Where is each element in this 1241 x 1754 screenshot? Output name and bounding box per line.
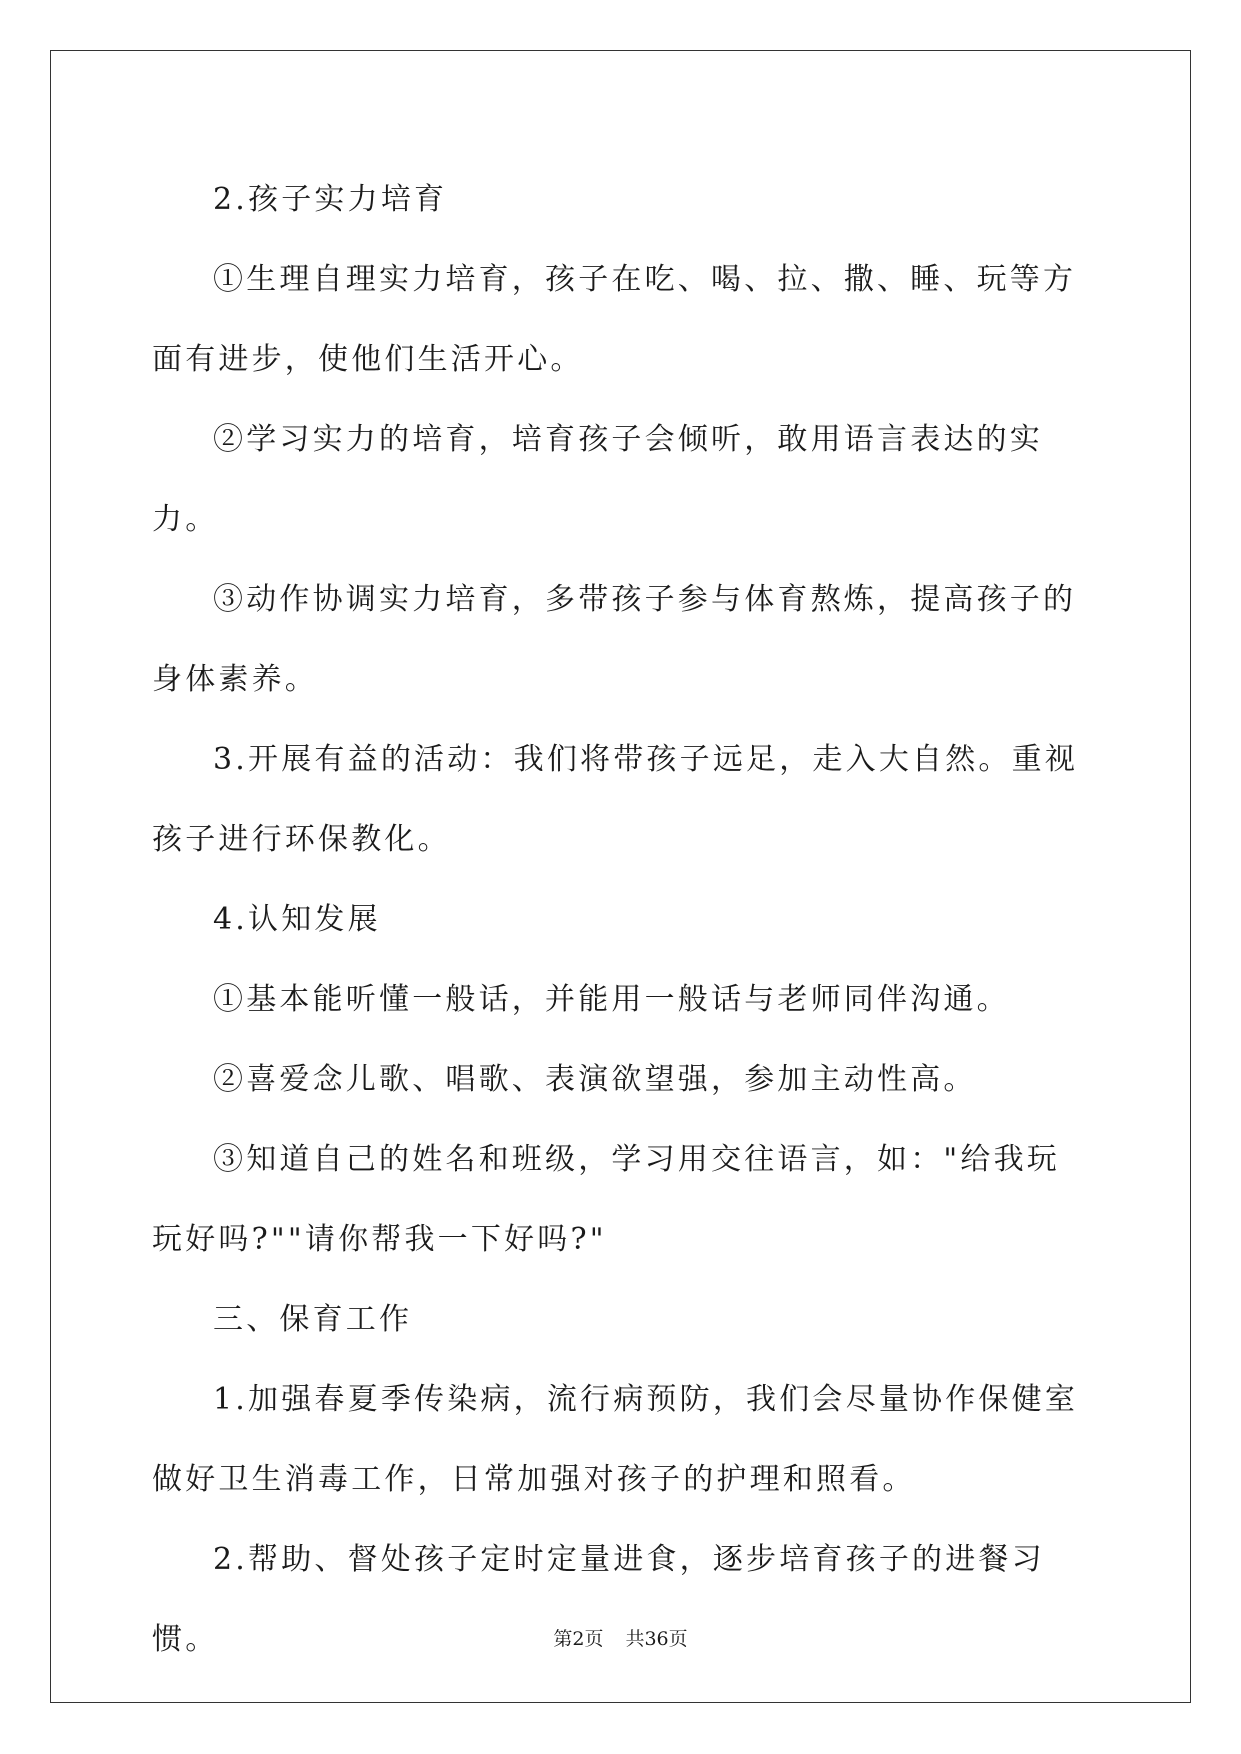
page-number: 第2页 [553,1628,604,1650]
page-footer [0,1624,1241,1651]
paragraph-learning: ②学习实力的培育，培育孩子会倾听，敢用语言表达的实力。 [152,422,1043,537]
paragraph-eating-habits: 2.帮助、督处孩子定时定量进食，逐步培育孩子的进餐习惯。 [152,1542,1045,1657]
paragraph-name-class: ③知道自己的姓名和班级，学习用交往语言，如："给我玩玩好吗?""请你帮我一下好吗?" [152,1142,1060,1257]
paragraph-activities: 3.开展有益的活动：我们将带孩子远足，走入大自然。重视孩子进行环保教化。 [152,742,1079,857]
heading-child-ability: 2.孩子实力培育 [213,182,448,217]
page-total: 共36页 [625,1628,688,1650]
paragraph-self-care: ①生理自理实力培育，孩子在吃、喝、拉、撒、睡、玩等方面有进步，使他们生活开心。 [152,262,1077,377]
paragraph-coordination: ③动作协调实力培育，多带孩子参与体育熬炼，提高孩子的身体素养。 [152,582,1077,697]
heading-cognitive: 4.认知发展 [213,902,381,937]
paragraph-songs: ②喜爱念儿歌、唱歌、表演欲望强，参加主动性高。 [213,1062,977,1097]
heading-care-work: 三、保育工作 [213,1302,413,1337]
document-body [152,160,1087,1680]
paragraph-language: ①基本能听懂一般话，并能用一般话与老师同伴沟通。 [213,982,1010,1017]
paragraph-disease-prevention: 1.加强春夏季传染病，流行病预防，我们会尽量协作保健室做好卫生消毒工作，日常加强对孩子的护理和照看。 [152,1382,1079,1497]
